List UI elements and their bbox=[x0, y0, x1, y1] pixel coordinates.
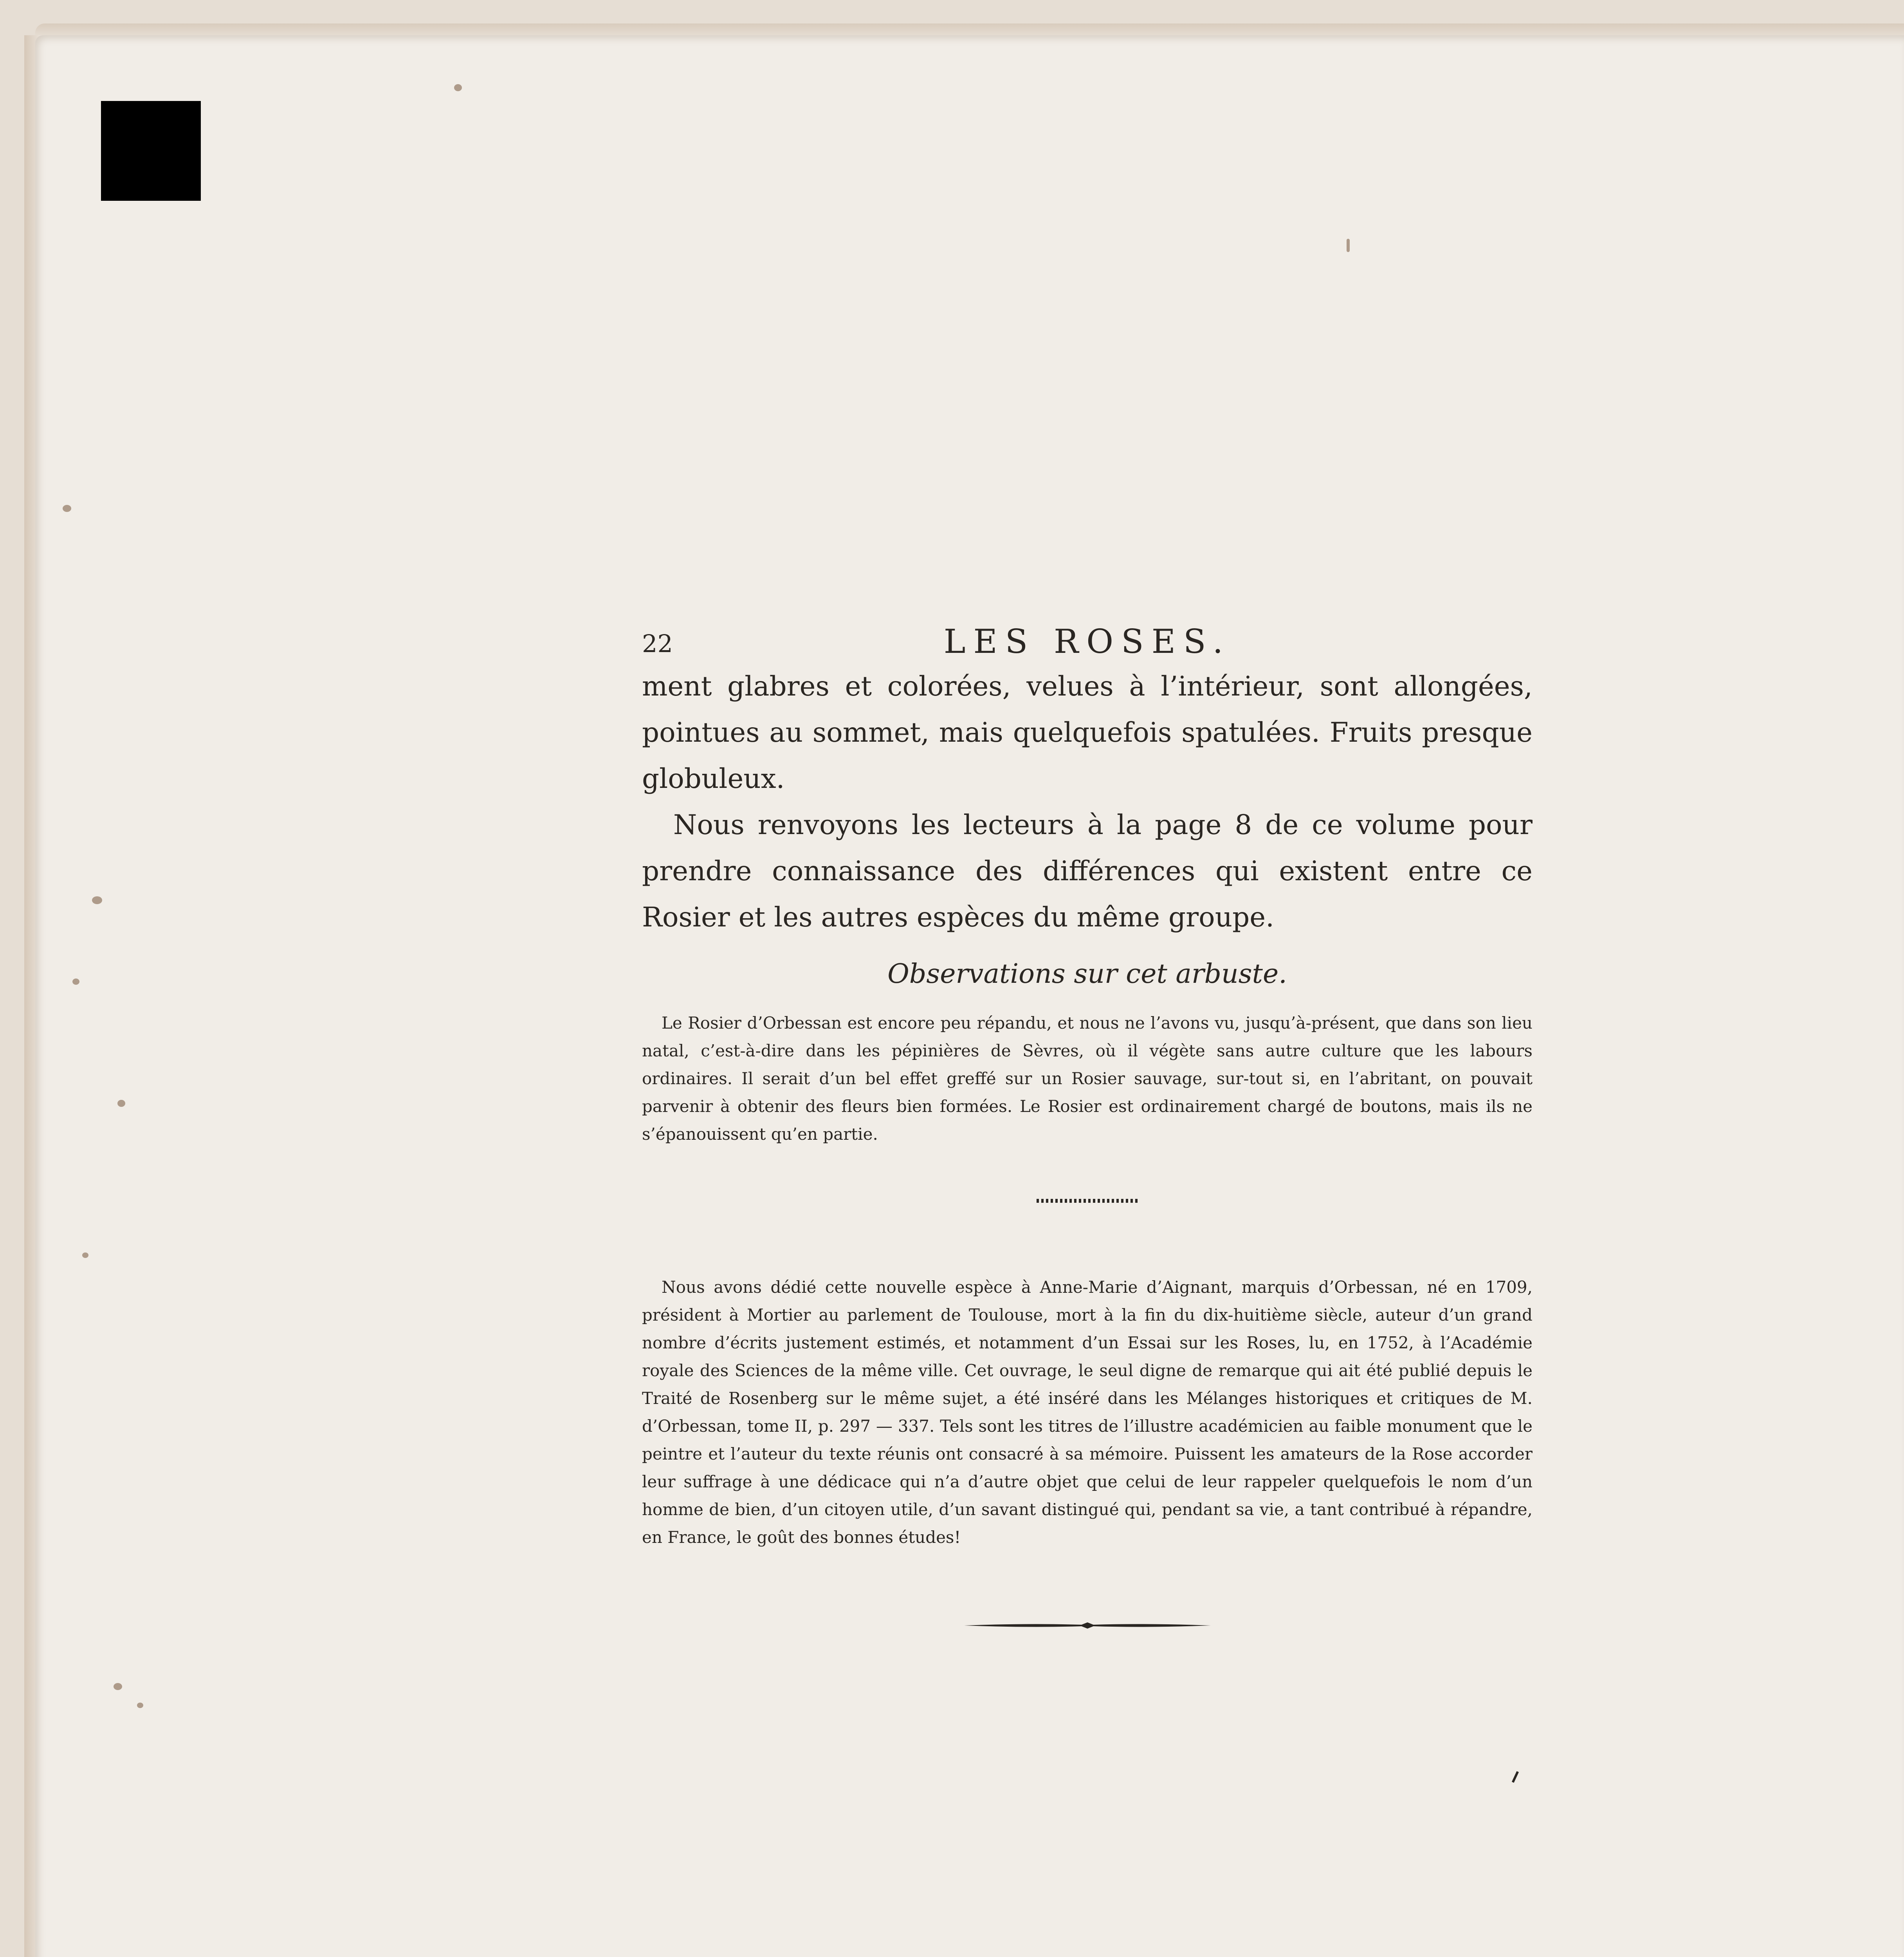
running-title: LES ROSES. bbox=[943, 622, 1231, 661]
foxing-spot bbox=[92, 896, 102, 904]
section-divider bbox=[1037, 1199, 1138, 1203]
end-ornament bbox=[964, 1618, 1211, 1633]
observations-paragraph: Le Rosier d’Orbessan est encore peu répandu, et nous ne l’avons vu, jusqu’à-présent, que dans son lieu natal, c’est-à-dire dans les pépinières de Sèvres, où il végète sans autre culture que les labours ordinaires. Il serait d’un bel effet greffé sur un Rosier sauvage, sur-tout si, en l’abritant, on pouvait parvenir à obtenir des fleurs bien formées. Le Rosier est ordinairement chargé de boutons, mais ils ne s’épanouissent qu’en partie. bbox=[642, 1013, 1533, 1144]
section-heading: Observations sur cet arbuste. bbox=[887, 959, 1287, 989]
page-text-block bbox=[642, 622, 1533, 1633]
page-number: 22 bbox=[642, 629, 673, 658]
foxing-spot bbox=[117, 1100, 125, 1107]
dedication-paragraph: Nous avons dédié cette nouvelle espèce à Anne-Marie d’Aignant, marquis d’Orbessan, né en 1709, président à Mortier au parlement de Toulouse, mort à la fin du dix-huitième siècle, auteur d’un grand nombre d’écrits justement estimés, et notamment d’un Essai sur les Roses, lu, en 1752, à l’Académie royale des Sciences de la même ville. Cet ouvrage, le seul digne de remarque qui ait été publié depuis le Traité de Rosenberg sur le même sujet, a été inséré dans les Mélanges historiques et critiques de M. d’Orbessan, tome II, p. 297 — 337. Tels sont les titres de l’illustre académicien au faible monument que le peintre et l’auteur du texte réunis ont consacré à sa mémoire. Puissent les amateurs de la Rose accorder leur suffrage à une dédicace qui n’a d’autre objet que celui de leur rappeler quelquefois le nom d’un homme de bien, d’un citoyen utile, d’un savant distingué qui, pendant sa vie, a tant contribué à répandre, en France, le goût des bonnes études! bbox=[642, 1278, 1533, 1547]
scan-corner-marker bbox=[101, 101, 201, 201]
page-header bbox=[642, 622, 1533, 663]
foxing-spot bbox=[454, 84, 462, 91]
end-ornament-flourish bbox=[964, 1622, 1211, 1629]
foxing-spot bbox=[114, 1683, 122, 1690]
foxing-spot bbox=[63, 505, 71, 512]
foxing-spot bbox=[82, 1252, 88, 1258]
body-paragraph: Nous renvoyons les lecteurs à la page 8 de ce volume pour prendre connaissance des différences qui existent entre ce Rosier et les autres espèces du même groupe. bbox=[642, 809, 1533, 933]
foxing-spot bbox=[72, 979, 79, 985]
foxing-spot bbox=[137, 1703, 143, 1708]
body-paragraph: ment glabres et colorées, velues à l’intérieur, sont allongées, pointues au sommet, mais quelquefois spatulées. Fruits presque globuleux. bbox=[642, 671, 1533, 795]
foxing-spot bbox=[1347, 239, 1350, 252]
